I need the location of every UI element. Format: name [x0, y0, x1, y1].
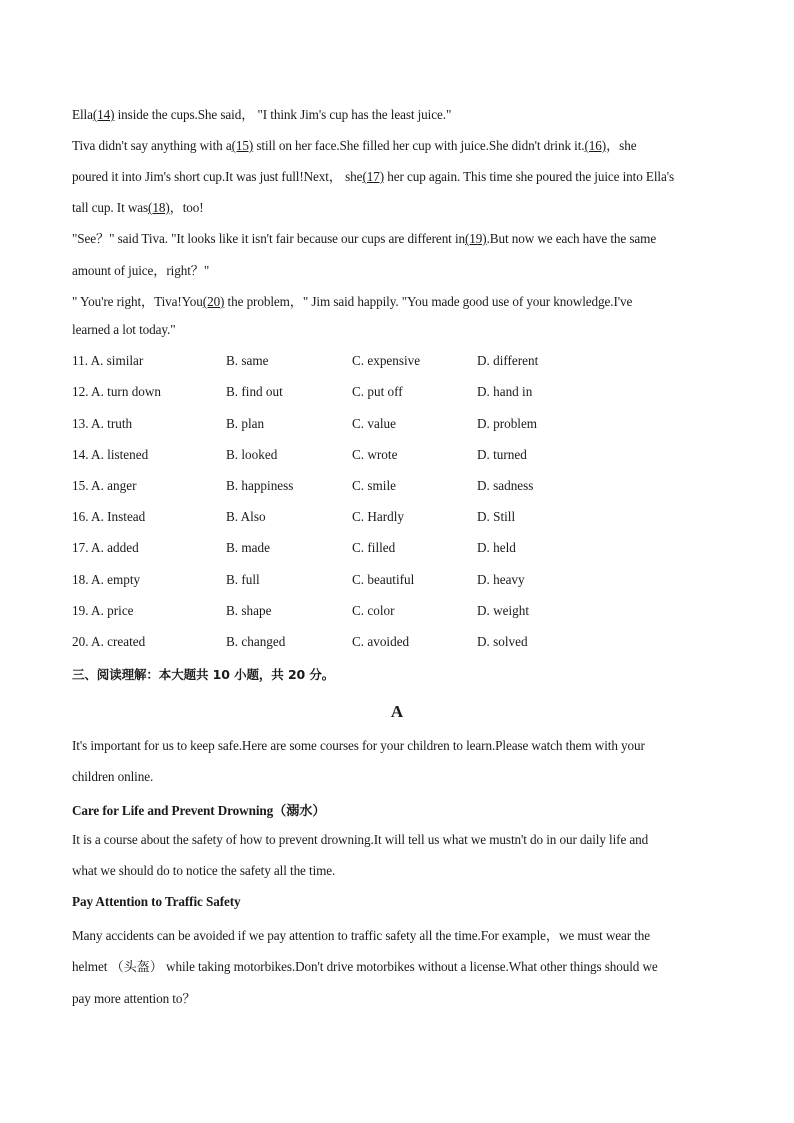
- course-desc-line: pay more attention to？: [72, 991, 196, 1006]
- option-c: C. expensive: [352, 353, 421, 368]
- blank-14: (14): [92, 107, 115, 122]
- text: learned a lot today.": [72, 322, 176, 337]
- option-a: 16. A. Instead: [72, 509, 146, 524]
- blank-19: (19): [465, 231, 487, 246]
- course-desc-line: what we should do to notice the safety all the time.: [72, 863, 336, 878]
- option-d: D. hand in: [477, 384, 533, 399]
- option-b: B. looked: [226, 447, 278, 462]
- option-b: B. made: [226, 540, 270, 555]
- text: inside the cups.She said， "I think Jim's cup has the least juice.": [114, 107, 452, 122]
- option-b: B. full: [226, 572, 260, 587]
- option-d: D. problem: [477, 416, 538, 431]
- option-b: B. plan: [226, 416, 265, 431]
- option-d: D. held: [477, 540, 516, 555]
- question-row: [0, 447, 794, 469]
- option-c: C. Hardly: [352, 509, 405, 524]
- passage-line-3: [72, 166, 674, 185]
- passage-line-8: [72, 322, 176, 338]
- option-b: B. Also: [226, 509, 266, 524]
- passage-line-2: [72, 135, 636, 154]
- text: amount of juice，right？": [72, 263, 210, 278]
- text: " You're right，Tiva!You: [72, 294, 203, 309]
- course-title-traffic: Pay Attention to Traffic Safety: [72, 894, 241, 909]
- course-desc-line: Many accidents can be avoided if we pay attention to traffic safety all the time.For example，we must wear the: [72, 928, 651, 943]
- blank-20: (20): [202, 294, 225, 309]
- question-row: [0, 478, 794, 500]
- question-row: [0, 509, 794, 531]
- option-d: D. solved: [477, 634, 528, 649]
- blank-18: (18): [148, 200, 170, 215]
- text: Tiva didn't say anything with a: [72, 138, 232, 153]
- option-a: 15. A. anger: [72, 478, 137, 493]
- option-d: D. turned: [477, 447, 527, 462]
- option-a: 20. A. created: [72, 634, 146, 649]
- course-desc-line: helmet （头盔） while taking motorbikes.Don't drive motorbikes without a license.What other things should we: [72, 959, 658, 974]
- option-c: C. beautiful: [352, 572, 415, 587]
- blank-15: (15): [231, 138, 254, 153]
- question-row: [0, 353, 794, 375]
- course-title-drowning: Care for Life and Prevent Drowning（溺水）: [72, 803, 326, 818]
- option-d: D. Still: [477, 509, 516, 524]
- blank-17: (17): [362, 169, 385, 184]
- option-d: D. different: [477, 353, 539, 368]
- option-c: C. value: [352, 416, 396, 431]
- intro-line-2: children online.: [72, 769, 154, 784]
- passage-line-7: [72, 291, 632, 310]
- text: poured it into Jim's short cup.It was just full!Next， she: [72, 169, 363, 184]
- passage-line-4: [72, 197, 204, 216]
- option-b: B. happiness: [226, 478, 294, 493]
- text: her cup again. This time she poured the juice into Ella's: [384, 169, 675, 184]
- option-a: 18. A. empty: [72, 572, 141, 587]
- question-row: [0, 416, 794, 438]
- option-a: 17. A. added: [72, 540, 139, 555]
- text: the problem，" Jim said happily. "You made good use of your knowledge.I've: [224, 294, 633, 309]
- option-b: B. changed: [226, 634, 286, 649]
- passage-title: A: [390, 702, 404, 721]
- option-a: 13. A. truth: [72, 416, 133, 431]
- text: tall cup. It was: [72, 200, 149, 215]
- question-row: [0, 634, 794, 656]
- text: ，she: [606, 138, 637, 153]
- option-a: 12. A. turn down: [72, 384, 162, 399]
- intro-line-1: It's important for us to keep safe.Here are some courses for your children to learn.Please watch them with your: [72, 738, 645, 753]
- option-b: B. shape: [226, 603, 272, 618]
- option-c: C. smile: [352, 478, 396, 493]
- question-row: [0, 572, 794, 594]
- option-a: 14. A. listened: [72, 447, 149, 462]
- option-d: D. weight: [477, 603, 530, 618]
- option-b: B. find out: [226, 384, 283, 399]
- question-row: [0, 384, 794, 406]
- blank-16: (16): [584, 138, 607, 153]
- option-c: C. filled: [352, 540, 396, 555]
- course-desc-line: It is a course about the safety of how to prevent drowning.It will tell us what we mustn't do in our daily life and: [72, 832, 649, 847]
- passage-line-6: [72, 260, 209, 279]
- option-c: C. put off: [352, 384, 403, 399]
- question-row: [0, 603, 794, 625]
- option-b: B. same: [226, 353, 269, 368]
- text: ，too!: [169, 200, 204, 215]
- option-d: D. sadness: [477, 478, 534, 493]
- text: "See？" said Tiva. "It looks like it isn't fair because our cups are different in: [72, 231, 466, 246]
- question-row: [0, 540, 794, 562]
- option-a: 11. A. similar: [72, 353, 144, 368]
- section-heading: 三、阅读理解：本大题共 10 小题，共 20 分。: [72, 667, 335, 682]
- option-a: 19. A. price: [72, 603, 134, 618]
- option-d: D. heavy: [477, 572, 525, 587]
- passage-line-1: [72, 104, 451, 123]
- option-c: C. wrote: [352, 447, 398, 462]
- option-c: C. color: [352, 603, 395, 618]
- option-c: C. avoided: [352, 634, 410, 649]
- text: still on her face.She filled her cup with juice.She didn't drink it.: [253, 138, 585, 153]
- passage-line-5: [72, 228, 656, 247]
- text: Ella: [72, 107, 93, 122]
- text: .But now we each have the same: [486, 231, 657, 246]
